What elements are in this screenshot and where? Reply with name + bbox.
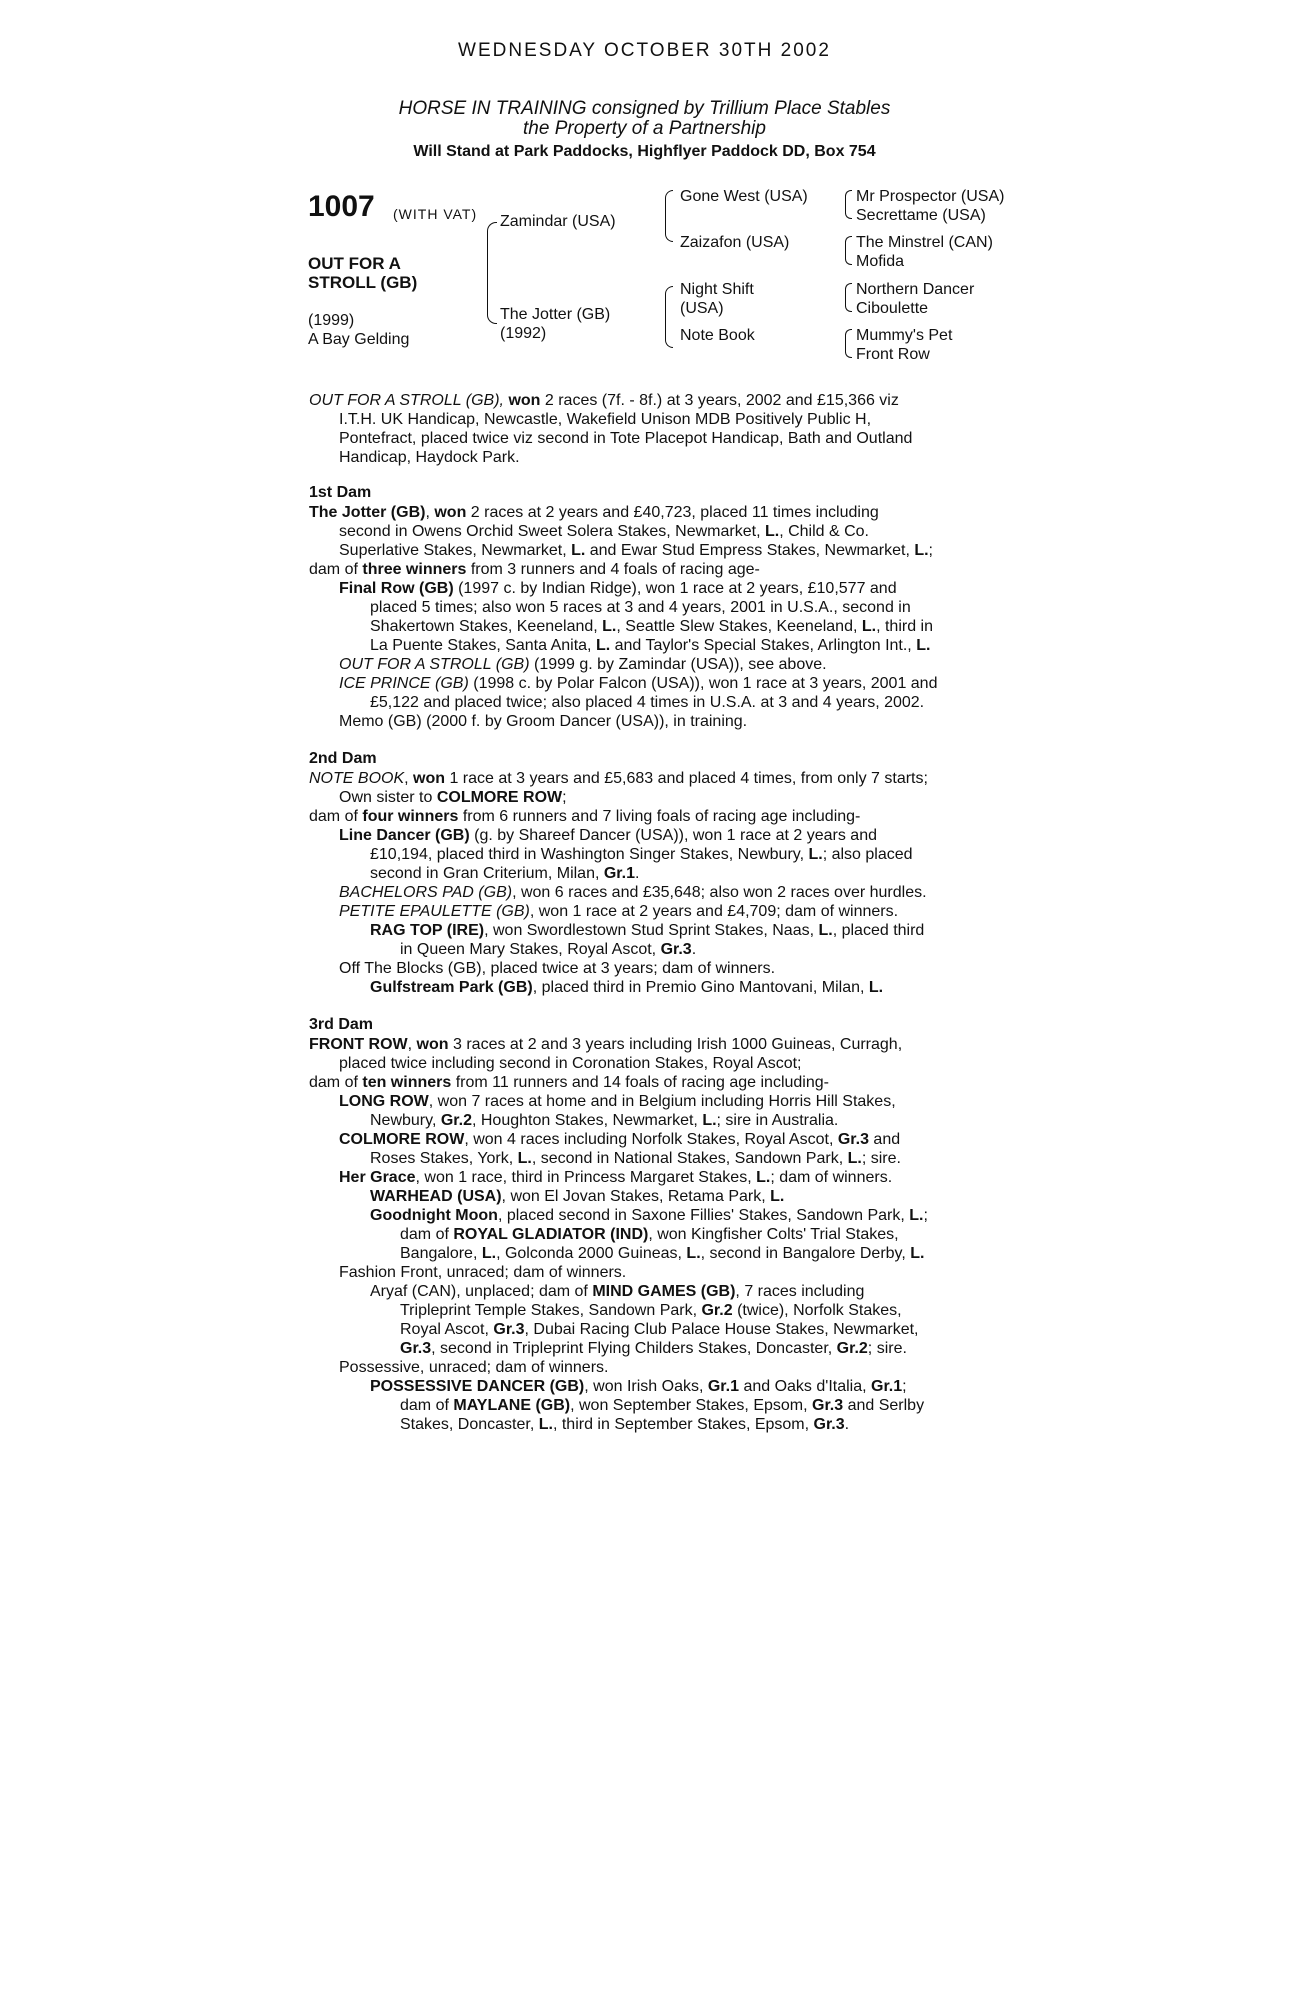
dam3-line: Roses Stakes, York, L., second in National Stakes, Sandown Park, L.; sire. <box>370 1150 901 1167</box>
dam2-line: Own sister to COLMORE ROW; <box>339 789 567 806</box>
dam2-line: Gulfstream Park (GB), placed third in Premio Gino Mantovani, Milan, L. <box>370 979 884 996</box>
horse-description: A Bay Gelding <box>308 331 410 348</box>
pedigree-sire: Zamindar (USA) <box>500 213 616 230</box>
dam2-line: NOTE BOOK, won 1 race at 3 years and £5,683 and placed 4 times, from only 7 starts; <box>309 770 928 787</box>
pedigree-brace-g3 <box>845 283 852 312</box>
summary-line-1 <box>309 391 899 410</box>
dam3-line: Gr.3, second in Tripleprint Flying Childers Stakes, Doncaster, Gr.2; sire. <box>400 1340 907 1357</box>
stand-location: Will Stand at Park Paddocks, Highflyer Paddock DD, Box 754 <box>413 143 876 160</box>
dam2-line: Off The Blocks (GB), placed twice at 3 years; dam of winners. <box>339 960 776 977</box>
dam3-line: FRONT ROW, won 3 races at 2 and 3 years including Irish 1000 Guineas, Curragh, <box>309 1036 903 1053</box>
consignment-line: HORSE IN TRAINING consigned by Trillium Place Stables <box>398 98 891 119</box>
pedigree-brace-dam <box>665 286 673 348</box>
pedigree-brace-main <box>487 222 497 324</box>
pedigree-g2: Secrettame (USA) <box>856 207 986 224</box>
pedigree-g3: The Minstrel (CAN) <box>856 234 993 251</box>
dam3-line: dam of ROYAL GLADIATOR (IND), won Kingfisher Colts' Trial Stakes, <box>400 1226 899 1243</box>
pedigree-brace-g4 <box>845 329 852 358</box>
dam1-line: La Puente Stakes, Santa Anita, L. and Taylor's Special Stakes, Arlington Int., L. <box>370 637 931 654</box>
dam1-line: Shakertown Stakes, Keeneland, L., Seattle Slew Stakes, Keeneland, L., third in <box>370 618 933 635</box>
pedigree-dam-year: (1992) <box>500 325 547 342</box>
dam2-heading: 2nd Dam <box>309 750 377 767</box>
dam1-line: placed 5 times; also won 5 races at 3 and 4 years, 2001 in U.S.A., second in <box>370 599 911 616</box>
pedigree-g6: Ciboulette <box>856 300 929 317</box>
pedigree-g8: Front Row <box>856 346 930 363</box>
dam2-line: second in Gran Criterium, Milan, Gr.1. <box>370 865 640 882</box>
dam3-heading: 3rd Dam <box>309 1016 374 1033</box>
dam1-line: second in Owens Orchid Sweet Solera Stakes, Newmarket, L., Child & Co. <box>339 523 869 540</box>
dam2-line: Line Dancer (GB) (g. by Shareef Dancer (USA)), won 1 race at 2 years and <box>339 827 877 844</box>
dam3-line: Goodnight Moon, placed second in Saxone Fillies' Stakes, Sandown Park, L.; <box>370 1207 928 1224</box>
dam3-line: placed twice including second in Coronation Stakes, Royal Ascot; <box>339 1055 802 1072</box>
dam3-line: Aryaf (CAN), unplaced; dam of MIND GAMES (GB), 7 races including <box>370 1283 865 1300</box>
dam3-line: LONG ROW, won 7 races at home and in Belgium including Horris Hill Stakes, <box>339 1093 896 1110</box>
summary-line-2: I.T.H. UK Handicap, Newcastle, Wakefield Unison MDB Positively Public H, <box>339 411 872 428</box>
dam2-line: BACHELORS PAD (GB), won 6 races and £35,648; also won 2 races over hurdles. <box>339 884 927 901</box>
dam1-line: Final Row (GB) (1997 c. by Indian Ridge), won 1 race at 2 years, £10,577 and <box>339 580 897 597</box>
pedigree-sire-sire: Gone West (USA) <box>680 188 808 205</box>
dam3-line: Her Grace, won 1 race, third in Princess Margaret Stakes, L.; dam of winners. <box>339 1169 893 1186</box>
pedigree-g4: Mofida <box>856 253 905 270</box>
dam1-line: ICE PRINCE (GB) (1998 c. by Polar Falcon (USA)), won 1 race at 3 years, 2001 and <box>339 675 938 692</box>
dam1-line: £5,122 and placed twice; also placed 4 times in U.S.A. at 3 and 4 years, 2002. <box>370 694 925 711</box>
dam3-line: dam of ten winners from 11 runners and 14 foals of racing age including- <box>309 1074 829 1091</box>
dam1-line: dam of three winners from 3 runners and 4 foals of racing age- <box>309 561 760 578</box>
dam3-line: Stakes, Doncaster, L., third in September Stakes, Epsom, Gr.3. <box>400 1416 850 1433</box>
dam2-line: £10,194, placed third in Washington Singer Stakes, Newbury, L.; also placed <box>370 846 913 863</box>
dam3-line: WARHEAD (USA), won El Jovan Stakes, Retama Park, L. <box>370 1188 785 1205</box>
dam3-line: Fashion Front, unraced; dam of winners. <box>339 1264 627 1281</box>
dam2-line: PETITE EPAULETTE (GB), won 1 race at 2 years and £4,709; dam of winners. <box>339 903 899 920</box>
vat-label: (WITH VAT) <box>393 206 478 222</box>
horse-name: OUT FOR A STROLL (GB) <box>308 254 418 292</box>
pedigree-brace-sire <box>665 190 673 242</box>
sale-date: WEDNESDAY OCTOBER 30TH 2002 <box>458 40 831 61</box>
dam1-heading: 1st Dam <box>309 484 372 501</box>
pedigree-dam: The Jotter (GB) <box>500 306 611 323</box>
summary-line-4: Handicap, Haydock Park. <box>339 449 520 466</box>
lot-number: 1007 <box>308 190 375 223</box>
pedigree-brace-g1 <box>845 190 852 219</box>
dam3-line: Newbury, Gr.2, Houghton Stakes, Newmarket, L.; sire in Australia. <box>370 1112 839 1129</box>
dam3-line: POSSESSIVE DANCER (GB), won Irish Oaks, Gr.1 and Oaks d'Italia, Gr.1; <box>370 1378 907 1395</box>
dam3-line: dam of MAYLANE (GB), won September Stakes, Epsom, Gr.3 and Serlby <box>400 1397 925 1414</box>
summary-text-1: 2 races (7f. - 8f.) at 3 years, 2002 and £15,366 viz <box>540 392 899 409</box>
pedigree-dam-sire: Night Shift <box>680 281 754 298</box>
pedigree-g7: Mummy's Pet <box>856 327 953 344</box>
pedigree-dam-dam: Note Book <box>680 327 755 344</box>
dam3-line: COLMORE ROW, won 4 races including Norfolk Stakes, Royal Ascot, Gr.3 and <box>339 1131 901 1148</box>
summary-horse-name: OUT FOR A STROLL (GB), <box>309 392 504 409</box>
dam1-line: OUT FOR A STROLL (GB) (1999 g. by Zamindar (USA)), see above. <box>339 656 827 673</box>
pedigree-sire-dam: Zaizafon (USA) <box>680 234 790 251</box>
horse-year: (1999) <box>308 312 355 329</box>
dam1-line: The Jotter (GB), won 2 races at 2 years and £40,723, placed 11 times including <box>309 504 879 521</box>
dam2-line: RAG TOP (IRE), won Swordlestown Stud Sprint Stakes, Naas, L., placed third <box>370 922 925 939</box>
property-line: the Property of a Partnership <box>523 118 766 139</box>
pedigree-g5: Northern Dancer <box>856 281 975 298</box>
dam2-line: dam of four winners from 6 runners and 7 living foals of racing age including- <box>309 808 861 825</box>
pedigree-g1: Mr Prospector (USA) <box>856 188 1005 205</box>
dam1-line: Memo (GB) (2000 f. by Groom Dancer (USA)), in training. <box>339 713 748 730</box>
dam3-line: Tripleprint Temple Stakes, Sandown Park, Gr.2 (twice), Norfolk Stakes, <box>400 1302 902 1319</box>
summary-won: won <box>508 392 541 409</box>
dam3-line: Royal Ascot, Gr.3, Dubai Racing Club Palace House Stakes, Newmarket, <box>400 1321 919 1338</box>
summary-line-3: Pontefract, placed twice viz second in Tote Placepot Handicap, Bath and Outland <box>339 430 913 447</box>
dam2-line: in Queen Mary Stakes, Royal Ascot, Gr.3. <box>400 941 697 958</box>
dam3-line: Bangalore, L., Golconda 2000 Guineas, L., second in Bangalore Derby, L. <box>400 1245 925 1262</box>
pedigree-brace-g2 <box>845 236 852 265</box>
pedigree-dam-sire-country: (USA) <box>680 300 724 317</box>
dam1-line: Superlative Stakes, Newmarket, L. and Ewar Stud Empress Stakes, Newmarket, L.; <box>339 542 933 559</box>
dam3-line: Possessive, unraced; dam of winners. <box>339 1359 609 1376</box>
